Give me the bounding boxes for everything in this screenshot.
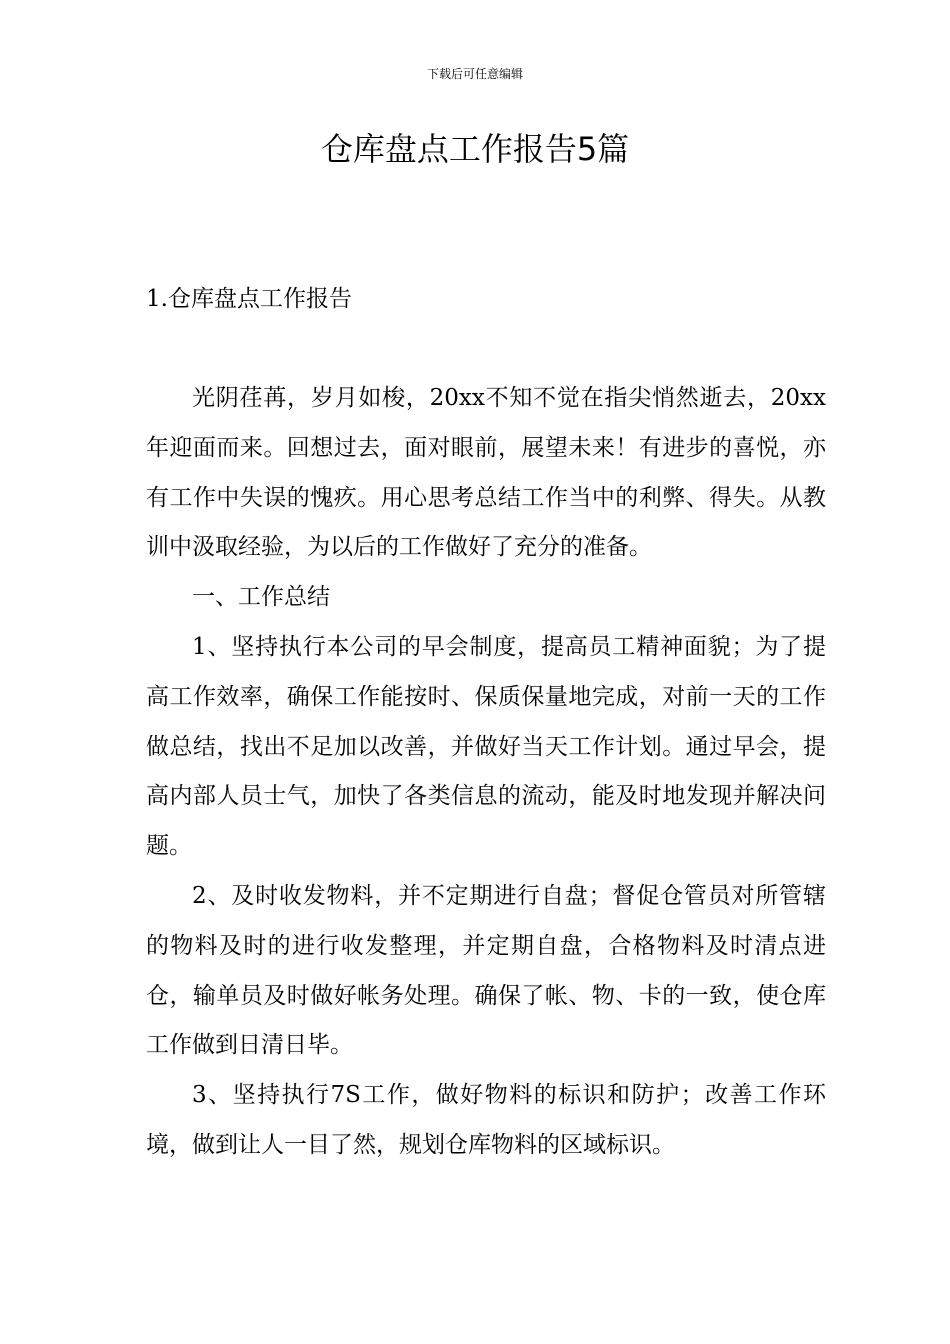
paragraph-item-1: 1、坚持执行本公司的早会制度，提高员工精神面貌；为了提高工作效率，确保工作能按时、保质保量地完成，对前一天的工作做总结，找出不足加以改善，并做好当天工作计划。通过早会，提高内部人员士气，加快了各类信息的流动，能及时地发现并解决问题。: [146, 633, 826, 860]
section-heading: 1.仓库盘点工作报告: [146, 286, 352, 312]
document-body: [146, 374, 826, 1171]
document-title: 仓库盘点工作报告5篇: [320, 130, 630, 168]
paragraph-intro: 光阴荏苒，岁月如梭，20xx不知不觉在指尖悄然逝去，20xx年迎面而来。回想过去，面对眼前，展望未来！有进步的喜悦，亦有工作中失误的愧疚。用心思考总结工作当中的利弊、得失。从教训中汲取经验，为以后的工作做好了充分的准备。: [146, 385, 826, 561]
paragraph-subheading-work-summary: 一、工作总结: [192, 584, 330, 611]
header-note: 下载后可任意编辑: [426, 67, 523, 81]
paragraph-item-3: 3、坚持执行7S工作，做好物料的标识和防护；改善工作环境，做到让人一目了然，规划仓库物料的区域标识。: [146, 1082, 826, 1158]
paragraph-item-2: 2、及时收发物料，并不定期进行自盘；督促仓管员对所管辖的物料及时的进行收发整理，并定期自盘，合格物料及时清点进仓，输单员及时做好帐务处理。确保了帐、物、卡的一致，使仓库工作做到日清日毕。: [146, 882, 826, 1059]
